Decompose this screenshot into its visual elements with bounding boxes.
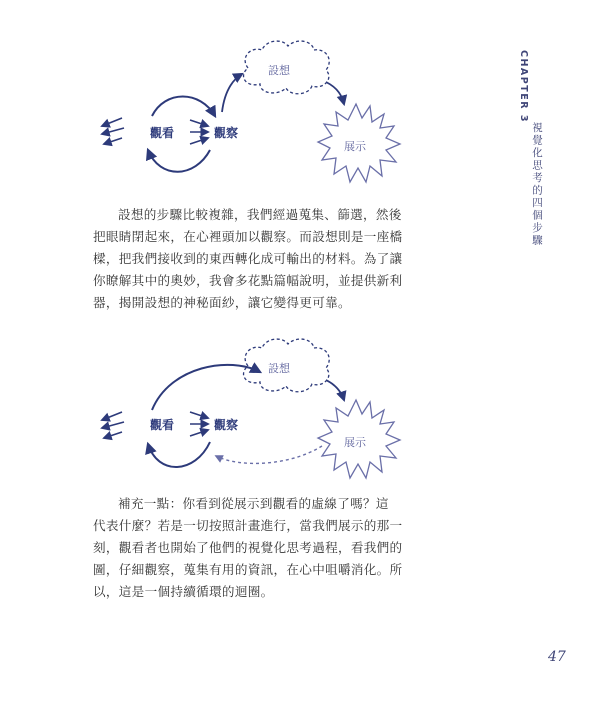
arrow-to-imagine [222,74,242,112]
process-diagram-top [90,38,420,198]
chapter-label: CHAPTER 3 [518,50,529,123]
text-line: 設想的步驟比較複雜，我們經過蒐集、篩選，然後 [118,207,402,222]
label-observe: 觀看 [150,126,175,140]
text-line: 樑，把我們接收到的東西轉化成可輸出的材料。為了讓 [93,251,403,266]
process-diagram-bottom [90,336,420,486]
bottom-arc-arrow [148,442,210,467]
diagram-svg [90,38,420,198]
text-line: 你瞭解其中的奧妙，我會多花點篇幅說明，並提供新利 [93,273,403,288]
text-line: 圖，仔細觀察，蒐集有用的資訊，在心中咀嚼消化。所 [93,562,403,577]
arrow-to-show [326,82,344,104]
label-show: 展示 [344,436,366,449]
text-line: 器，揭開設想的神秘面紗，讓它變得更可靠。 [93,295,351,310]
text-line: 把眼睛閉起來，在心裡頭加以觀察。而設想則是一座橋 [93,229,403,244]
text-line: 以，這是一個持續循環的迴圈。 [93,584,274,599]
top-arc-arrow [152,365,260,410]
dashed-return-arrow [216,446,322,463]
outgoing-arrows [102,118,124,144]
label-imagine: 設想 [268,362,290,375]
label-observe: 觀看 [150,418,175,432]
chapter-title: 視覺化思考的四個步驟 [531,122,543,247]
chapter-sidebar [518,50,529,123]
top-arc-arrow [152,97,215,117]
label-show: 展示 [344,140,366,153]
text-line: 補充一點：你看到從展示到觀看的虛線了嗎？這 [118,496,389,511]
paragraph-loop [93,493,401,603]
paragraph-imagine [93,204,401,314]
page-number: 47 [548,649,566,665]
label-imagine: 設想 [268,64,290,77]
label-examine: 觀察 [214,418,239,432]
bottom-arc-arrow [148,150,210,172]
arrow-to-show [326,380,344,400]
text-line: 代表什麼？若是一切按照計畫進行，當我們展示的那一 [93,518,403,533]
diagram-svg [90,336,420,486]
label-examine: 觀察 [214,126,239,140]
text-line: 刻，觀看者也開始了他們的視覺化思考過程，看我們的 [93,540,403,555]
